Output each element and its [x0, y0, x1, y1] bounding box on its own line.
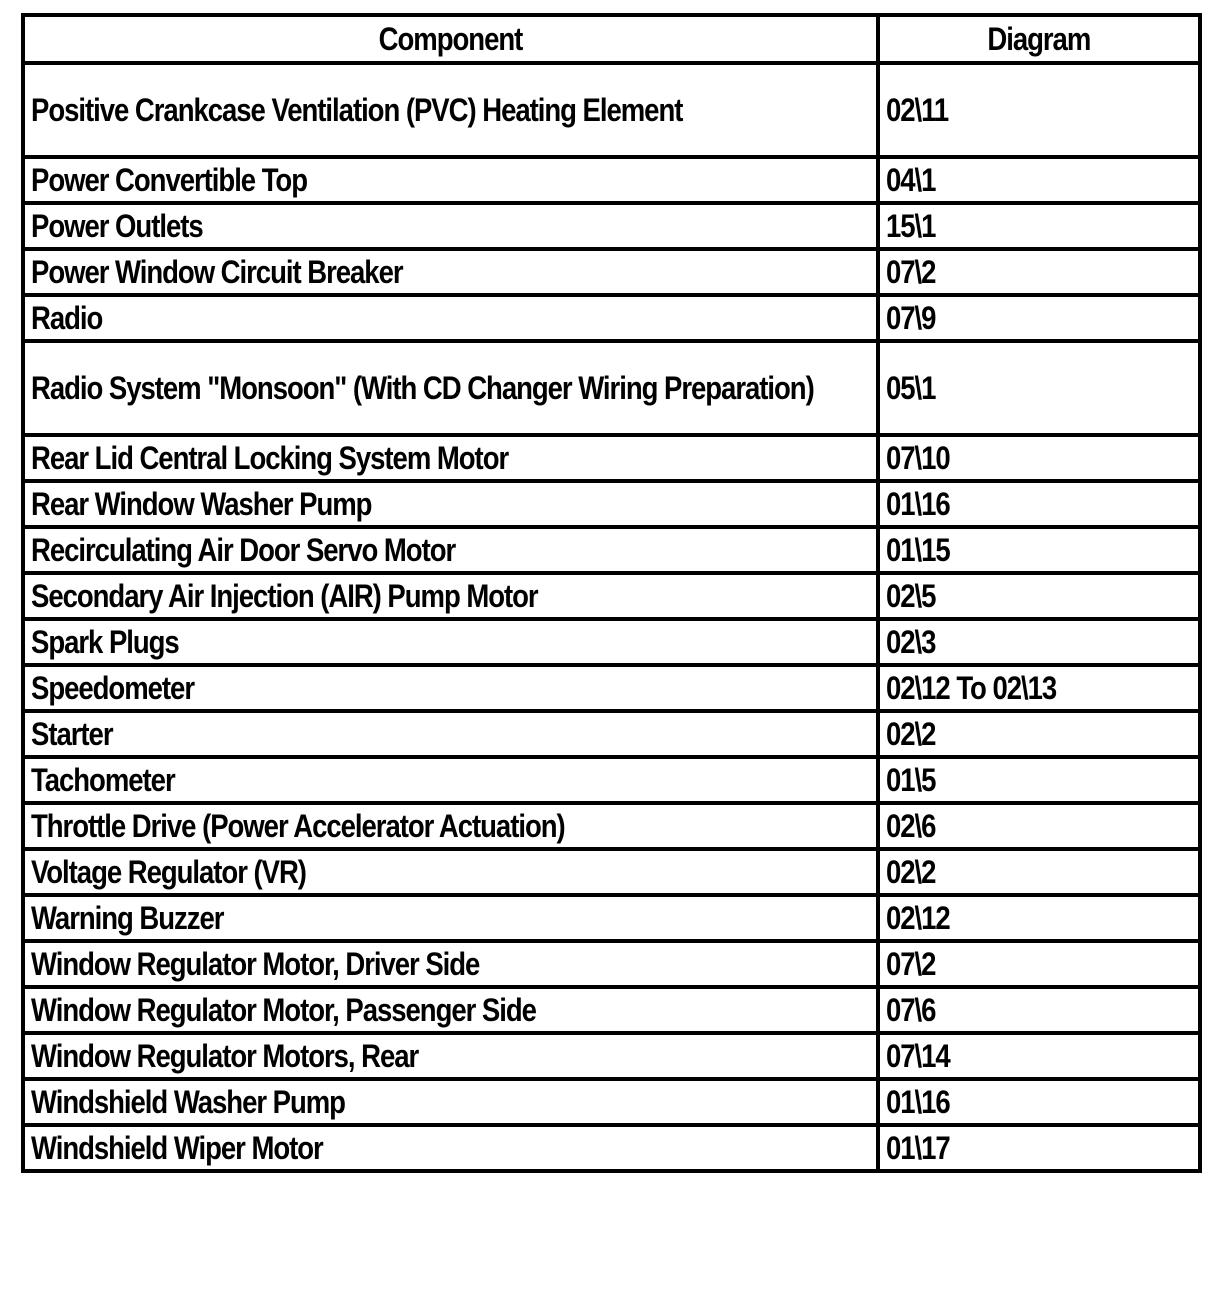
diagram-cell	[878, 803, 1200, 849]
diagram-ref: 04\1	[886, 162, 936, 198]
component-cell	[23, 573, 878, 619]
component-name: Power Outlets	[31, 208, 203, 244]
component-name: Tachometer	[31, 762, 175, 798]
component-cell	[23, 1079, 878, 1125]
diagram-ref: 02\2	[886, 854, 936, 890]
table-row	[23, 665, 1200, 711]
diagram-ref: 07\10	[886, 440, 950, 476]
table-row	[23, 1079, 1200, 1125]
diagram-ref: 07\2	[886, 254, 936, 290]
component-name: Warning Buzzer	[31, 900, 224, 936]
diagram-cell	[878, 249, 1200, 295]
table-row	[23, 341, 1200, 435]
component-cell	[23, 1033, 878, 1079]
table-row	[23, 203, 1200, 249]
component-name: Rear Window Washer Pump	[31, 486, 372, 522]
table-row	[23, 849, 1200, 895]
table-row	[23, 573, 1200, 619]
component-diagram-table	[21, 13, 1202, 1173]
diagram-ref: 07\9	[886, 300, 936, 336]
diagram-cell	[878, 1125, 1200, 1171]
component-name: Starter	[31, 716, 113, 752]
table-row	[23, 249, 1200, 295]
diagram-cell	[878, 941, 1200, 987]
diagram-cell	[878, 341, 1200, 435]
component-cell	[23, 157, 878, 203]
diagram-cell	[878, 63, 1200, 157]
component-cell	[23, 527, 878, 573]
column-header-component	[23, 15, 878, 63]
table-row	[23, 435, 1200, 481]
component-name: Rear Lid Central Locking System Motor	[31, 440, 509, 476]
component-cell	[23, 665, 878, 711]
diagram-cell	[878, 157, 1200, 203]
component-cell	[23, 481, 878, 527]
table-row	[23, 619, 1200, 665]
component-name: Recirculating Air Door Servo Motor	[31, 532, 456, 568]
component-name: Radio	[31, 300, 103, 336]
table-row	[23, 987, 1200, 1033]
component-cell	[23, 341, 878, 435]
component-cell	[23, 757, 878, 803]
diagram-ref: 02\3	[886, 624, 936, 660]
diagram-cell	[878, 527, 1200, 573]
diagram-cell	[878, 665, 1200, 711]
table-row	[23, 295, 1200, 341]
component-cell	[23, 203, 878, 249]
table-header	[23, 15, 1200, 63]
diagram-cell	[878, 435, 1200, 481]
component-name: Voltage Regulator (VR)	[31, 854, 306, 890]
component-cell	[23, 849, 878, 895]
diagram-cell	[878, 711, 1200, 757]
component-name: Radio System "Monsoon" (With CD Changer Wiring Preparation)	[31, 370, 814, 406]
component-name: Throttle Drive (Power Accelerator Actuation)	[31, 808, 565, 844]
diagram-ref: 02\11	[886, 92, 949, 128]
column-header-diagram-label: Diagram	[987, 21, 1091, 57]
diagram-ref: 15\1	[886, 208, 936, 244]
diagram-ref: 02\6	[886, 808, 936, 844]
component-cell	[23, 1125, 878, 1171]
table-row	[23, 481, 1200, 527]
diagram-cell	[878, 619, 1200, 665]
component-name: Secondary Air Injection (AIR) Pump Motor	[31, 578, 538, 614]
component-name: Positive Crankcase Ventilation (PVC) Heating Element	[31, 92, 683, 128]
table-row	[23, 63, 1200, 157]
diagram-ref: 01\17	[886, 1130, 950, 1166]
component-name: Speedometer	[31, 670, 195, 706]
diagram-ref: 01\16	[886, 486, 950, 522]
diagram-cell	[878, 295, 1200, 341]
component-cell	[23, 435, 878, 481]
table-row	[23, 711, 1200, 757]
component-name: Windshield Wiper Motor	[31, 1130, 323, 1166]
diagram-cell	[878, 1033, 1200, 1079]
component-name: Window Regulator Motor, Driver Side	[31, 946, 480, 982]
diagram-cell	[878, 895, 1200, 941]
column-header-diagram	[878, 15, 1200, 63]
diagram-ref: 01\16	[886, 1084, 950, 1120]
table-row	[23, 803, 1200, 849]
table-row	[23, 895, 1200, 941]
table-row	[23, 157, 1200, 203]
diagram-cell	[878, 757, 1200, 803]
component-cell	[23, 295, 878, 341]
diagram-ref: 05\1	[886, 370, 936, 406]
table-row	[23, 757, 1200, 803]
component-name: Power Window Circuit Breaker	[31, 254, 403, 290]
diagram-ref: 02\12 To 02\13	[886, 670, 1057, 706]
component-cell	[23, 987, 878, 1033]
table-body	[23, 63, 1200, 1171]
diagram-cell	[878, 987, 1200, 1033]
diagram-ref: 07\2	[886, 946, 936, 982]
component-cell	[23, 249, 878, 295]
component-cell	[23, 711, 878, 757]
column-header-component-label: Component	[378, 21, 523, 57]
diagram-ref: 07\6	[886, 992, 936, 1028]
table-row	[23, 1033, 1200, 1079]
diagram-cell	[878, 573, 1200, 619]
table-row	[23, 941, 1200, 987]
component-cell	[23, 803, 878, 849]
diagram-ref: 07\14	[886, 1038, 950, 1074]
diagram-cell	[878, 203, 1200, 249]
component-cell	[23, 895, 878, 941]
diagram-ref: 02\12	[886, 900, 950, 936]
component-name: Spark Plugs	[31, 624, 179, 660]
diagram-ref: 01\5	[886, 762, 936, 798]
component-name: Window Regulator Motor, Passenger Side	[31, 992, 536, 1028]
header-row	[23, 15, 1200, 63]
diagram-ref: 01\15	[886, 532, 950, 568]
component-name: Power Convertible Top	[31, 162, 307, 198]
table-row	[23, 1125, 1200, 1171]
diagram-cell	[878, 481, 1200, 527]
component-name: Window Regulator Motors, Rear	[31, 1038, 419, 1074]
diagram-ref: 02\2	[886, 716, 936, 752]
diagram-cell	[878, 1079, 1200, 1125]
table-row	[23, 527, 1200, 573]
diagram-ref: 02\5	[886, 578, 936, 614]
component-cell	[23, 63, 878, 157]
diagram-cell	[878, 849, 1200, 895]
component-cell	[23, 941, 878, 987]
component-name: Windshield Washer Pump	[31, 1084, 345, 1120]
component-cell	[23, 619, 878, 665]
